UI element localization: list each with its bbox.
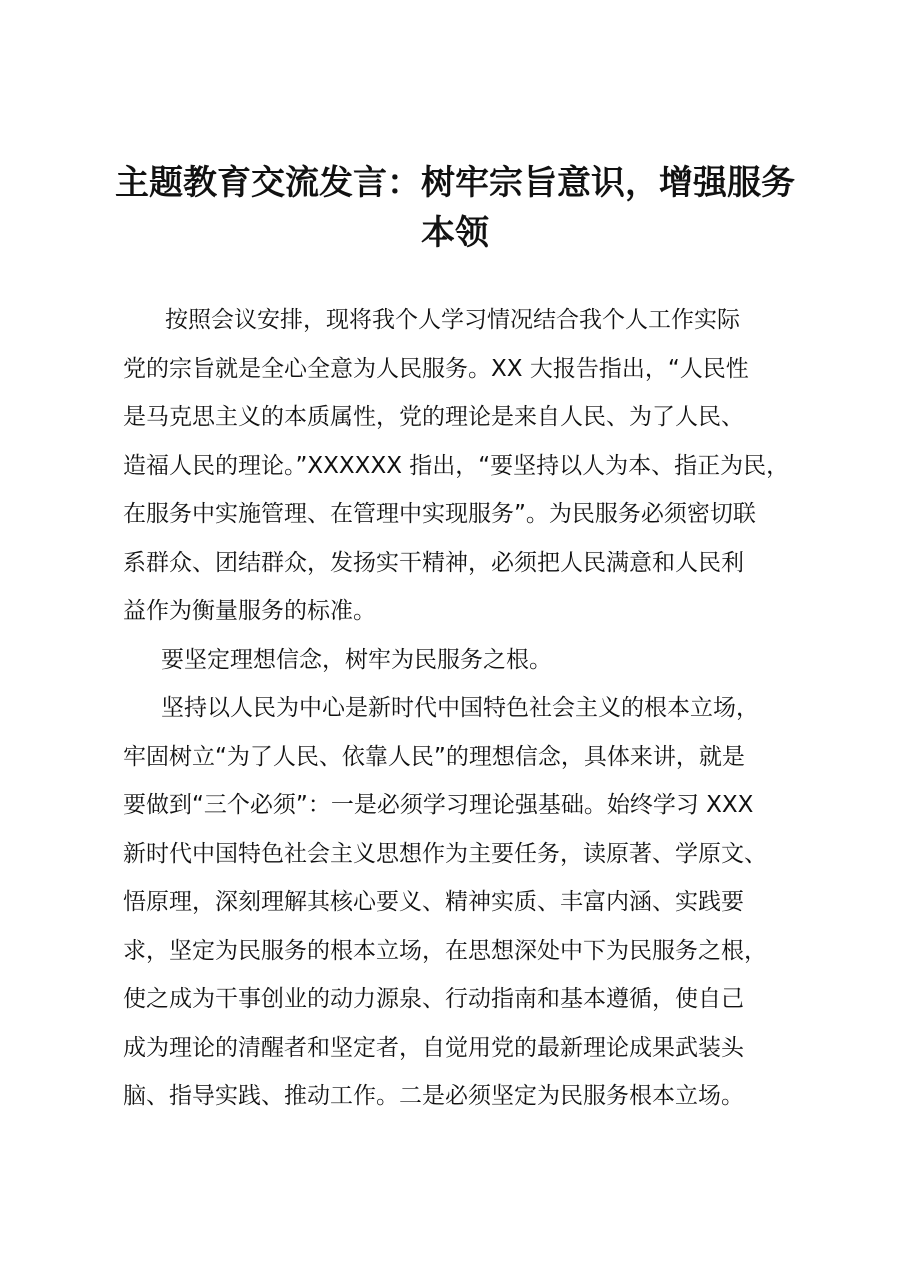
body-line: 造福人民的理论。”XXXXXX 指出，“要坚持以人为本、指正为民， [123,452,790,479]
body-line: 脑、指导实践、推动工作。二是必须坚定为民服务根本立场。 [123,1083,744,1109]
title-line-2: 本领 [421,213,489,253]
body-line: 益作为衡量服务的标准。 [123,598,376,624]
body-line: 悟原理，深刻理解其核心要义、精神实质、丰富内涵、实践要 [123,889,744,915]
body-line: 牢固树立“为了人民、依靠人民”的理想信念，具体来讲，就是 [123,743,745,770]
body-line: 要做到“三个必须”：一是必须学习理论强基础。始终学习 XXX [123,792,754,818]
body-line: 新时代中国特色社会主义思想作为主要任务，读原著、学原文、 [123,840,767,867]
body-line: 坚持以人民为中心是新时代中国特色社会主义的根本立场， [161,695,759,721]
title-line-1: 主题教育交流发言：树牢宗旨意识，增强服务 [115,163,795,203]
body-line: 按照会议安排，现将我个人学习情况结合我个人工作实际 [165,307,740,333]
body-line: 是马克思主义的本质属性，党的理论是来自人民、为了人民、 [123,404,744,430]
section-heading: 要坚定理想信念，树牢为民服务之根。 [161,646,552,673]
body-line: 使之成为干事创业的动力源泉、行动指南和基本遵循，使自己 [123,986,744,1012]
document-title [110,158,800,258]
document-body [123,296,823,1121]
body-line: 成为理论的清醒者和坚定者，自觉用党的最新理论成果武装头 [123,1034,744,1061]
body-line: 党的宗旨就是全心全意为人民服务。XX 大报告指出，“人民性 [123,355,749,382]
body-line: 在服务中实施管理、在管理中实现服务”。为民服务必须密切联 [123,501,756,527]
body-line: 系群众、团结群众，发扬实干精神，必须把人民满意和人民利 [123,549,744,576]
body-line: 求，坚定为民服务的根本立场，在思想深处中下为民服务之根， [123,937,767,964]
